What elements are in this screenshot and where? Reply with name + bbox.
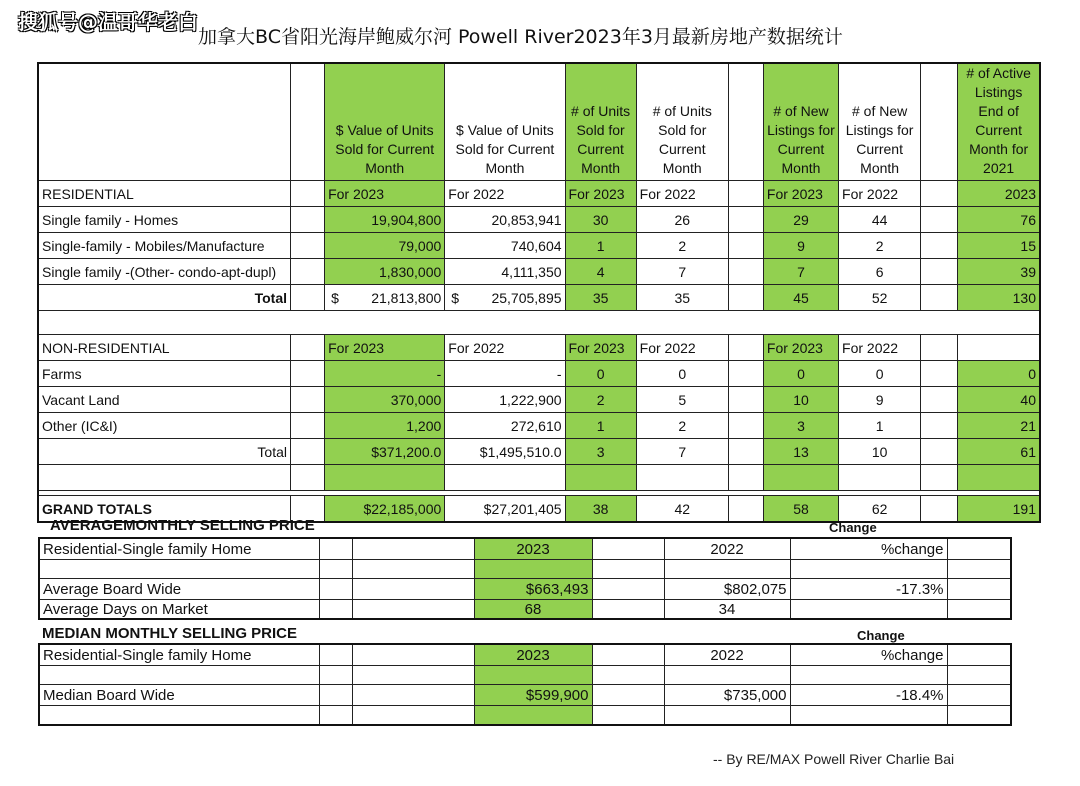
cell: 191 <box>958 496 1040 523</box>
cell: 0 <box>763 361 838 387</box>
year-label: For 2023 <box>763 181 838 207</box>
cell: $22,185,000 <box>325 496 445 523</box>
row-label: Single-family - Mobiles/Manufacture <box>38 233 291 259</box>
pct-label: %change <box>790 644 947 666</box>
cell: 19,904,800 <box>325 207 445 233</box>
header-value-2022: $ Value of Units Sold for Current Month <box>445 63 565 181</box>
year-label: For 2022 <box>636 335 728 361</box>
row-label: Average Board Wide <box>39 579 319 600</box>
row-label: Residential-Single family Home <box>39 644 319 666</box>
year-label: 2022 <box>664 644 790 666</box>
nonresidential-total-row <box>38 439 1040 465</box>
header-blank <box>728 63 763 181</box>
cell: 1,830,000 <box>325 259 445 285</box>
year-label: For 2023 <box>325 181 445 207</box>
cell: 13 <box>763 439 838 465</box>
header-row <box>38 63 1040 181</box>
year-label: For 2023 <box>565 335 636 361</box>
header-value-2023: $ Value of Units Sold for Current Month <box>325 63 445 181</box>
cell: - <box>445 361 565 387</box>
cell: 4,111,350 <box>445 259 565 285</box>
cell: 29 <box>763 207 838 233</box>
spacer-row <box>39 560 1011 579</box>
cell: 1,222,900 <box>445 387 565 413</box>
cell: 1 <box>565 233 636 259</box>
cell: 10 <box>839 439 921 465</box>
row-label: Residential-Single family Home <box>39 538 319 560</box>
header-blank <box>38 63 291 181</box>
row-label: Vacant Land <box>38 387 291 413</box>
cell: $802,075 <box>664 579 790 600</box>
currency-symbol: $ <box>451 289 460 306</box>
median-price-table <box>38 643 1012 726</box>
table-row <box>39 579 1011 600</box>
pct-label: %change <box>790 538 947 560</box>
cell: $1,495,510.0 <box>445 439 565 465</box>
header-new-2022: # of New Listings for Current Month <box>839 63 921 181</box>
cell: 62 <box>839 496 921 523</box>
residential-total-row <box>38 285 1040 311</box>
cell <box>325 285 445 311</box>
cell: 30 <box>565 207 636 233</box>
table-row <box>38 259 1040 285</box>
cell: 4 <box>565 259 636 285</box>
header-new-2023: # of New Listings for Current Month <box>763 63 838 181</box>
cell: 35 <box>636 285 728 311</box>
cell: 0 <box>636 361 728 387</box>
cell: 52 <box>839 285 921 311</box>
cell: 40 <box>958 387 1040 413</box>
table-row <box>38 207 1040 233</box>
change-heading: Change <box>857 628 905 643</box>
year-label: For 2022 <box>636 181 728 207</box>
cell: 0 <box>565 361 636 387</box>
spacer-row <box>39 666 1011 685</box>
row-label: Single family - Homes <box>38 207 291 233</box>
header-active: # of Active Listings End of Current Month for 2021 <box>958 63 1040 181</box>
stats-table <box>37 62 1041 523</box>
cell: 34 <box>664 600 790 620</box>
cell: 42 <box>636 496 728 523</box>
year-label: For 2022 <box>445 335 565 361</box>
total-label: Total <box>38 439 291 465</box>
row-label: Average Days on Market <box>39 600 319 620</box>
cell: $371,200.0 <box>325 439 445 465</box>
row-label: Other (IC&I) <box>38 413 291 439</box>
cell: 1,200 <box>325 413 445 439</box>
section-label: NON-RESIDENTIAL <box>38 335 291 361</box>
year-label: For 2022 <box>839 335 921 361</box>
cell <box>445 285 565 311</box>
cell: 20,853,941 <box>445 207 565 233</box>
cell: 58 <box>763 496 838 523</box>
table-row <box>38 361 1040 387</box>
section-label: RESIDENTIAL <box>38 181 291 207</box>
row-label: Farms <box>38 361 291 387</box>
header-units-2022: # of Units Sold for Current Month <box>636 63 728 181</box>
spacer-row <box>38 465 1040 491</box>
cell: 15 <box>958 233 1040 259</box>
cell: 2 <box>636 413 728 439</box>
cell: - <box>325 361 445 387</box>
cell: 26 <box>636 207 728 233</box>
total-label: Total <box>38 285 291 311</box>
cell: 2 <box>839 233 921 259</box>
year-label: 2023 <box>474 538 592 560</box>
cell: 7 <box>636 439 728 465</box>
cell: 9 <box>839 387 921 413</box>
cell: 45 <box>763 285 838 311</box>
footer-credit: -- By RE/MAX Powell River Charlie Bai <box>713 751 955 767</box>
cell: 272,610 <box>445 413 565 439</box>
row-label: Median Board Wide <box>39 685 319 706</box>
year-label: For 2022 <box>445 181 565 207</box>
table-row <box>39 538 1011 560</box>
cell: $663,493 <box>474 579 592 600</box>
cell: 370,000 <box>325 387 445 413</box>
table-row <box>38 387 1040 413</box>
cell: 79,000 <box>325 233 445 259</box>
table-row <box>38 413 1040 439</box>
cell: 38 <box>565 496 636 523</box>
cell: $735,000 <box>664 685 790 706</box>
cell: -17.3% <box>790 579 947 600</box>
cell: 68 <box>474 600 592 620</box>
cell: -18.4% <box>790 685 947 706</box>
year-label: For 2023 <box>325 335 445 361</box>
cell: 130 <box>958 285 1040 311</box>
watermark-text: 搜狐号@温哥华老白 <box>18 10 198 34</box>
cell: 39 <box>958 259 1040 285</box>
table-row <box>39 685 1011 706</box>
change-heading: Change <box>829 520 877 535</box>
total-value: 21,813,800 <box>371 289 442 306</box>
cell: 35 <box>565 285 636 311</box>
spacer-row <box>38 311 1040 335</box>
average-price-table <box>38 537 1012 620</box>
header-units-2023: # of Units Sold for Current Month <box>565 63 636 181</box>
cell: 9 <box>763 233 838 259</box>
currency-symbol: $ <box>331 289 339 306</box>
cell: 0 <box>958 361 1040 387</box>
table-row <box>39 600 1011 620</box>
residential-section-row <box>38 181 1040 207</box>
row-label: Single family -(Other- condo-apt-dupl) <box>38 259 291 285</box>
header-blank <box>921 63 958 181</box>
year-label: For 2023 <box>763 335 838 361</box>
average-section-title: AVERAGEMONTHLY SELLING PRICE <box>50 517 315 534</box>
grand-total-label: GRAND TOTALS <box>38 496 291 523</box>
year-label: For 2023 <box>565 181 636 207</box>
header-blank <box>291 63 325 181</box>
cell: 3 <box>565 439 636 465</box>
cell: 10 <box>763 387 838 413</box>
cell: 7 <box>763 259 838 285</box>
cell: 2 <box>565 387 636 413</box>
cell: 0 <box>839 361 921 387</box>
cell: 5 <box>636 387 728 413</box>
year-label: 2023 <box>474 644 592 666</box>
table-row <box>39 644 1011 666</box>
spacer-row <box>39 706 1011 726</box>
total-value: 25,705,895 <box>491 289 562 306</box>
cell: 1 <box>839 413 921 439</box>
year-label: For 2022 <box>839 181 921 207</box>
cell: 61 <box>958 439 1040 465</box>
median-section-title: MEDIAN MONTHLY SELLING PRICE <box>42 625 298 642</box>
year-label: 2022 <box>664 538 790 560</box>
table-row <box>38 233 1040 259</box>
cell: $599,900 <box>474 685 592 706</box>
cell: 3 <box>763 413 838 439</box>
cell: 2 <box>636 233 728 259</box>
cell: $27,201,405 <box>445 496 565 523</box>
cell: 21 <box>958 413 1040 439</box>
cell: 76 <box>958 207 1040 233</box>
year-label: 2023 <box>958 181 1040 207</box>
cell: 7 <box>636 259 728 285</box>
nonresidential-section-row <box>38 335 1040 361</box>
page-title: 加拿大BC省阳光海岸鲍威尔河 Powell River2023年3月最新房地产数据统计 <box>198 26 843 48</box>
cell: 6 <box>839 259 921 285</box>
cell: 740,604 <box>445 233 565 259</box>
cell: 44 <box>839 207 921 233</box>
cell: 1 <box>565 413 636 439</box>
